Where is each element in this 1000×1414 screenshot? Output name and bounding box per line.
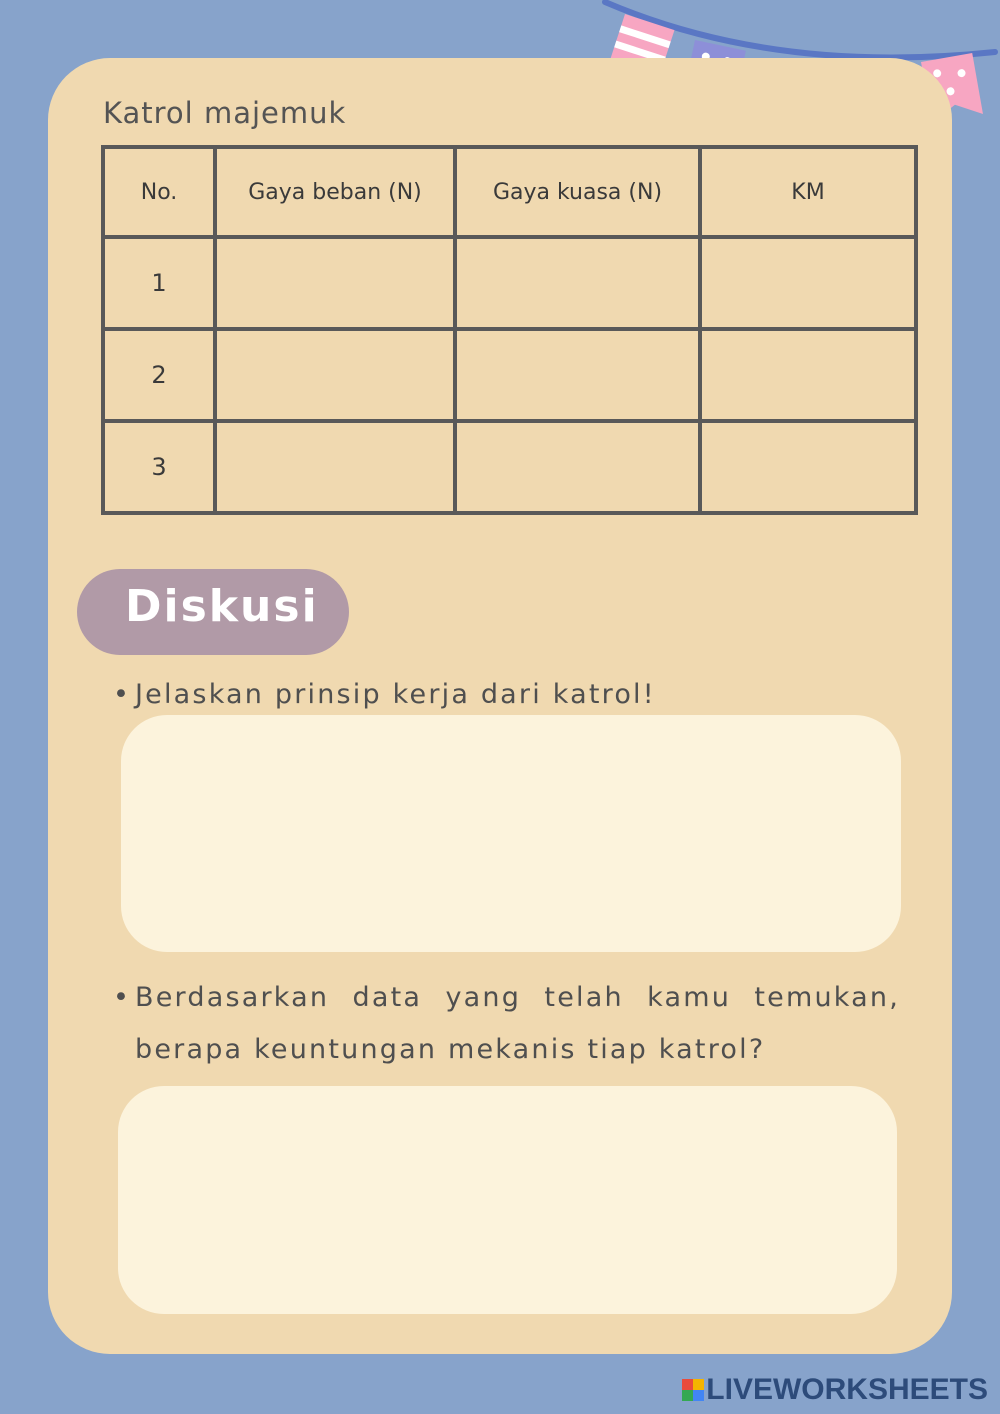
table-row: [103, 329, 916, 421]
gaya-kuasa-cell[interactable]: [455, 237, 700, 329]
km-cell[interactable]: [700, 329, 916, 421]
gaya-beban-cell[interactable]: [215, 237, 455, 329]
question-2-text: Berdasarkan data yang telah kamu temukan, berapa keuntungan mekanis tiap katrol?: [135, 982, 900, 1065]
table-row: [103, 237, 916, 329]
answer-box-1[interactable]: [121, 715, 901, 952]
header-km: KM: [700, 147, 916, 237]
header-no: No.: [103, 147, 215, 237]
km-cell[interactable]: [700, 421, 916, 513]
bullet-icon: •: [113, 982, 132, 1013]
liveworksheets-logo-icon: [682, 1379, 704, 1401]
km-cell[interactable]: [700, 237, 916, 329]
table-row: [103, 421, 916, 513]
gaya-beban-cell[interactable]: [215, 329, 455, 421]
question-2: [113, 972, 900, 1076]
discussion-label: Diskusi: [125, 581, 319, 632]
gaya-kuasa-cell[interactable]: [455, 329, 700, 421]
row-number: 2: [103, 329, 215, 421]
question-1: [113, 669, 905, 721]
discussion-label-pill: [77, 569, 349, 655]
brand-text: LIVEWORKSHEETS: [706, 1373, 988, 1406]
section-title: Katrol majemuk: [103, 96, 347, 130]
answer-box-2[interactable]: [118, 1086, 897, 1314]
row-number: 3: [103, 421, 215, 513]
row-number: 1: [103, 237, 215, 329]
header-gaya-beban: Gaya beban (N): [215, 147, 455, 237]
bullet-icon: •: [113, 679, 132, 710]
liveworksheets-brand: [682, 1374, 988, 1406]
gaya-kuasa-cell[interactable]: [455, 421, 700, 513]
header-gaya-kuasa: Gaya kuasa (N): [455, 147, 700, 237]
data-table: [101, 145, 918, 515]
question-1-text: Jelaskan prinsip kerja dari katrol!: [135, 679, 656, 710]
table-header-row: [103, 147, 916, 237]
gaya-beban-cell[interactable]: [215, 421, 455, 513]
